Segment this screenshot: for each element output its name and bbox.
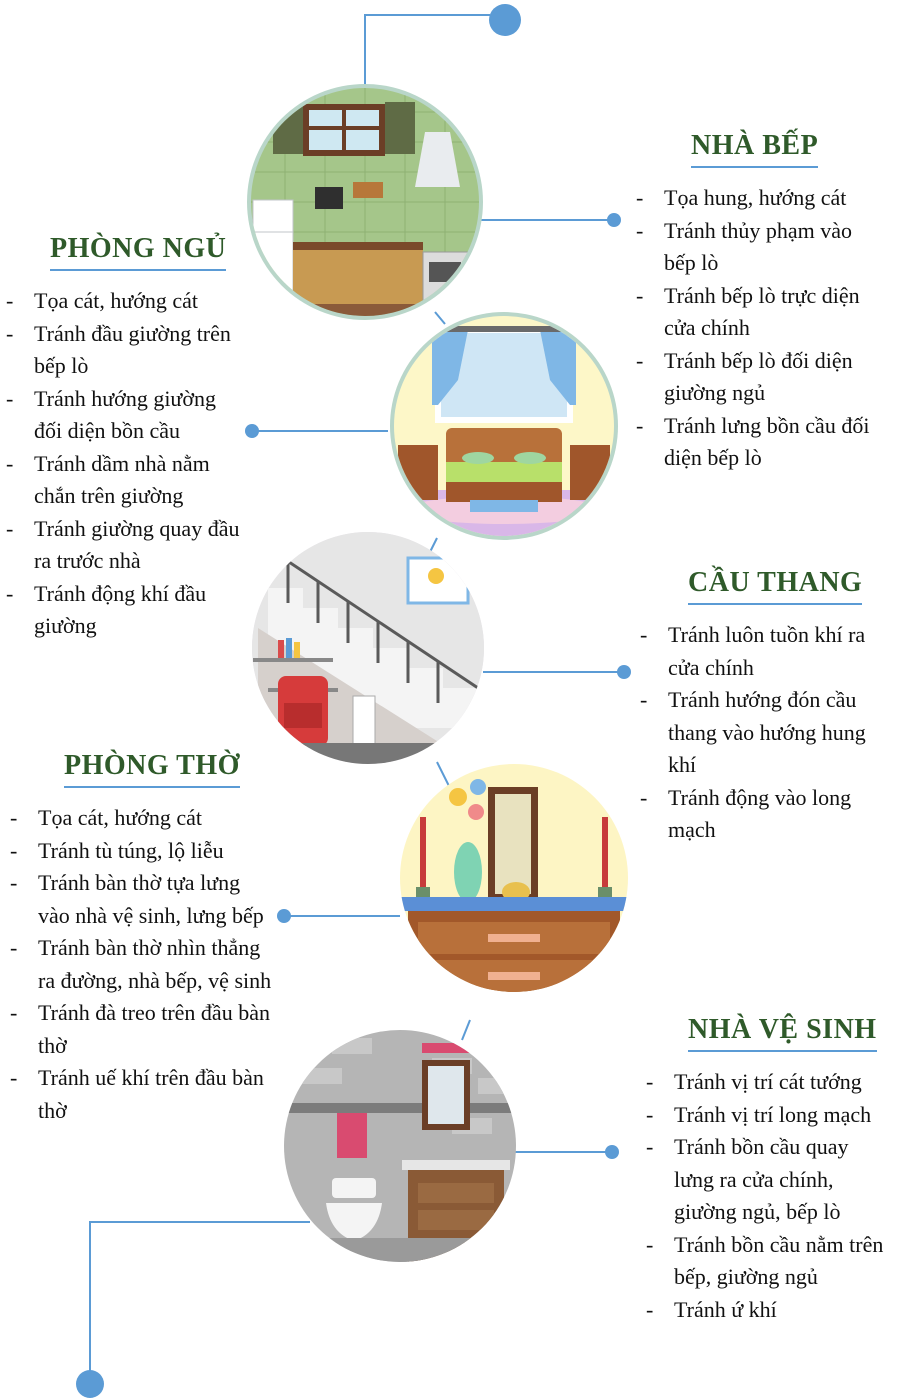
list-item: - Tránh bàn thờ nhìn thẳng ra đường, nhà bếp, vệ sinh (10, 932, 275, 997)
list-item: - Tránh đầu giường trên bếp lò (6, 318, 246, 383)
list-item: - Tránh bồn cầu nằm trên bếp, giường ngủ (646, 1229, 891, 1294)
list-item: - Tránh giường quay đầu ra trước nhà (6, 513, 246, 578)
stairs-dot (617, 665, 631, 679)
list-item: - Tránh bếp lò đối diện giường ngủ (636, 345, 886, 410)
stairs-illustration (248, 528, 488, 768)
bedroom-dot (245, 424, 259, 438)
kitchen-section (636, 130, 886, 475)
list-item: - Tránh bàn thờ tựa lưng vào nhà vệ sinh, lưng bếp (10, 867, 275, 932)
bedroom-title: PHÒNG NGỦ (50, 233, 226, 271)
stairs-title: CẦU THANG (688, 567, 862, 605)
bottom-dot (76, 1370, 104, 1398)
bedroom-section (6, 233, 246, 643)
altar-list (10, 802, 275, 1127)
top-dot (489, 4, 521, 36)
list-item: - Tránh động khí đầu giường (6, 578, 246, 643)
list-item: - Tránh lưng bồn cầu đối diện bếp lò (636, 410, 886, 475)
list-item: - Tránh ứ khí (646, 1294, 891, 1327)
list-item: - Tránh hướng đón cầu thang vào hướng hung khí (640, 684, 880, 782)
bedroom-illustration (388, 310, 620, 542)
list-item: - Tránh thủy phạm vào bếp lò (636, 215, 886, 280)
bedroom-list (6, 285, 246, 643)
kitchen-list (636, 182, 886, 475)
kitchen-illustration (245, 82, 485, 322)
altar-dot (277, 909, 291, 923)
list-item: - Tránh bồn cầu quay lưng ra cửa chính, giường ngủ, bếp lò (646, 1131, 891, 1229)
kitchen-dot (607, 213, 621, 227)
list-item: - Tránh đà treo trên đầu bàn thờ (10, 997, 275, 1062)
stairs-section (640, 567, 880, 847)
list-item: - Tọa cát, hướng cát (10, 802, 275, 835)
list-item: - Tránh vị trí cát tướng (646, 1066, 891, 1099)
bathroom-dot (605, 1145, 619, 1159)
list-item: - Tránh hướng giường đối diện bồn cầu (6, 383, 246, 448)
list-item: - Tránh luôn tuồn khí ra cửa chính (640, 619, 880, 684)
stairs-list (640, 619, 880, 847)
kitchen-title: NHÀ BẾP (691, 130, 818, 168)
list-item: - Tránh tù túng, lộ liễu (10, 835, 275, 868)
altar-section (10, 750, 275, 1127)
list-item: - Tránh động vào long mạch (640, 782, 880, 847)
bathroom-list (646, 1066, 891, 1326)
list-item: - Tránh dầm nhà nằm chắn trên giường (6, 448, 246, 513)
list-item: - Tránh uế khí trên đầu bàn thờ (10, 1062, 275, 1127)
bathroom-section (646, 1014, 891, 1326)
list-item: - Tránh bếp lò trực diện cửa chính (636, 280, 886, 345)
altar-title: PHÒNG THỜ (64, 750, 240, 788)
bathroom-title: NHÀ VỆ SINH (688, 1014, 877, 1052)
list-item: - Tránh vị trí long mạch (646, 1099, 891, 1132)
list-item: - Tọa cát, hướng cát (6, 285, 246, 318)
bathroom-illustration (282, 1028, 518, 1264)
list-item: - Tọa hung, hướng cát (636, 182, 886, 215)
altar-illustration (398, 762, 630, 994)
